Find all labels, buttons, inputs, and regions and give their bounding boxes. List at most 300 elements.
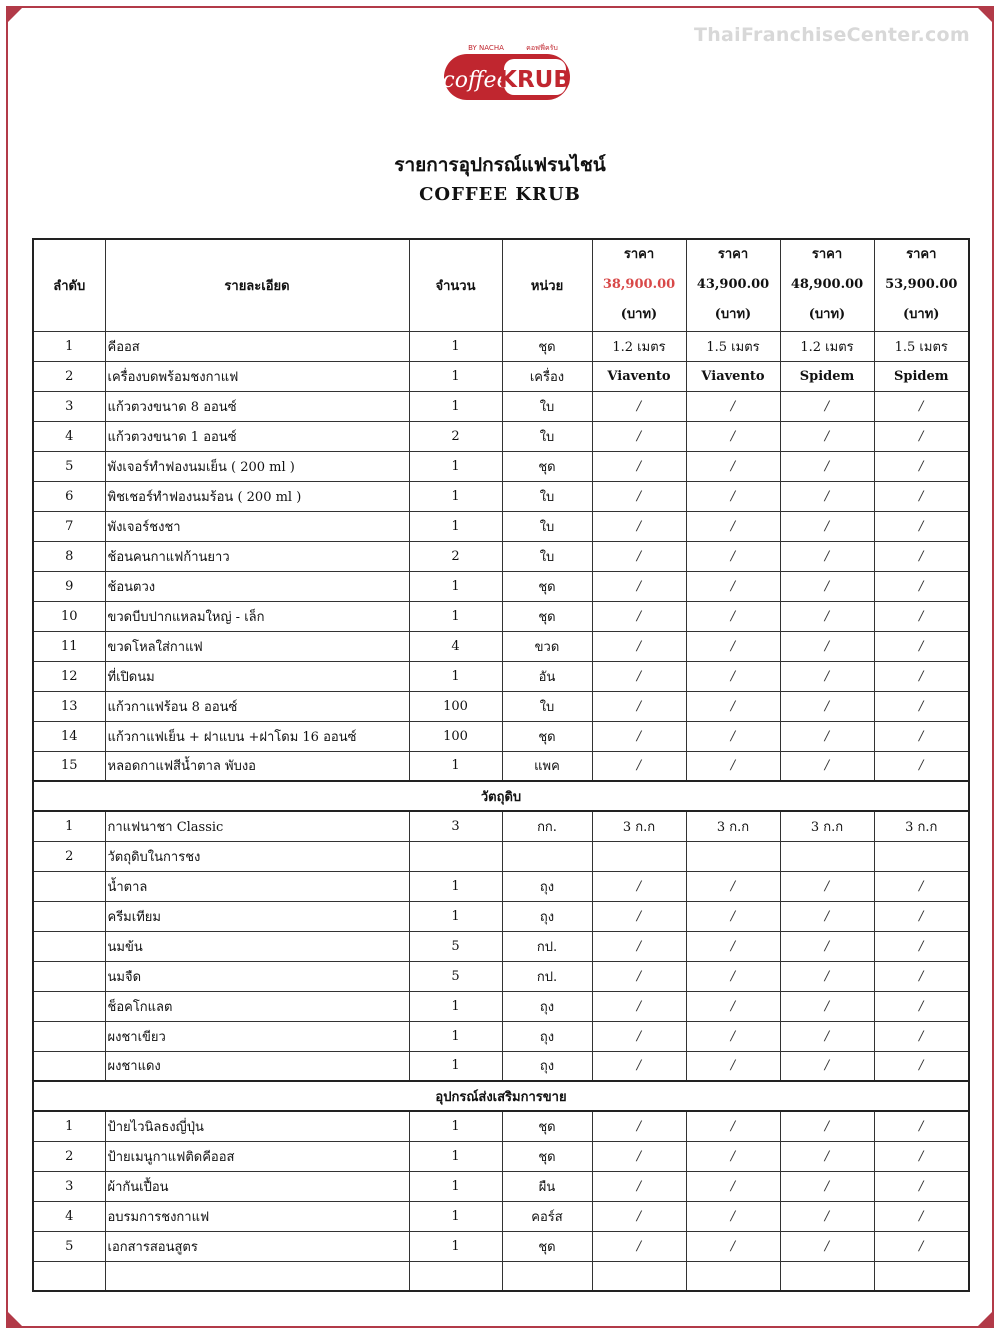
svg-text:KRUB: KRUB [499, 67, 571, 93]
corner-ornament-icon [8, 1312, 22, 1326]
row-detail: แก้วตวงขนาด 1 ออนซ์ [105, 421, 409, 451]
row-qty: 1 [409, 871, 502, 901]
row-price-3: / [780, 511, 874, 541]
row-price-2: / [686, 541, 780, 571]
price-value: 53,900.00 [885, 277, 958, 293]
row-price-3 [780, 841, 874, 871]
row-price-3: / [780, 1171, 874, 1201]
row-unit: ชุด [502, 331, 592, 361]
row-unit: ใบ [502, 421, 592, 451]
row-price-4: / [874, 1141, 969, 1171]
row-price-2: 1.5 เมตร [686, 331, 780, 361]
row-no: 13 [33, 691, 105, 721]
row-no: 1 [33, 1111, 105, 1141]
row-price-3: / [780, 1021, 874, 1051]
row-price-1: / [592, 391, 686, 421]
row-qty: 2 [409, 421, 502, 451]
row-price-4: / [874, 961, 969, 991]
section-title: วัตถุดิบ [33, 781, 969, 811]
row-unit: ใบ [502, 541, 592, 571]
row-price-3: / [780, 871, 874, 901]
section-header-row [33, 1081, 969, 1111]
row-no: 14 [33, 721, 105, 751]
row-price-1: / [592, 1141, 686, 1171]
row-price-4: / [874, 1111, 969, 1141]
row-price-1: / [592, 901, 686, 931]
row-price-3: / [780, 661, 874, 691]
row-price-1: / [592, 451, 686, 481]
header-no: ลำดับ [33, 239, 105, 331]
header-qty: จำนวน [409, 239, 502, 331]
row-no [33, 1261, 105, 1291]
row-detail: ป้ายเมนูกาแฟติดคีออส [105, 1141, 409, 1171]
row-unit: ถุง [502, 1051, 592, 1081]
table-row [33, 481, 969, 511]
row-detail: ป้ายไวนิลธงญี่ปุ่น [105, 1111, 409, 1141]
table-row [33, 1201, 969, 1231]
row-unit: ถุง [502, 901, 592, 931]
row-price-2: / [686, 451, 780, 481]
row-unit: เครื่อง [502, 361, 592, 391]
row-qty: 1 [409, 1171, 502, 1201]
row-detail: หลอดกาแฟสีน้ำตาล พับงอ [105, 751, 409, 781]
row-price-4: / [874, 871, 969, 901]
row-unit: อัน [502, 661, 592, 691]
row-price-2: / [686, 511, 780, 541]
row-price-4: / [874, 421, 969, 451]
row-detail: อบรมการชงกาแฟ [105, 1201, 409, 1231]
row-price-3: / [780, 1111, 874, 1141]
row-no [33, 991, 105, 1021]
price-value: 43,900.00 [696, 277, 770, 293]
row-price-4: / [874, 1021, 969, 1051]
row-unit: กป. [502, 931, 592, 961]
row-no [33, 931, 105, 961]
row-detail: คีออส [105, 331, 409, 361]
header-price-4: ราคา 53,900.00 (บาท) [874, 239, 969, 331]
row-price-4: / [874, 901, 969, 931]
watermark: ThaiFranchiseCenter.com [693, 24, 970, 46]
table-row [33, 841, 969, 871]
row-price-1: / [592, 751, 686, 781]
row-price-1: / [592, 631, 686, 661]
row-price-2: / [686, 421, 780, 451]
row-no: 3 [33, 1171, 105, 1201]
row-detail: แก้วกาแฟร้อน 8 ออนซ์ [105, 691, 409, 721]
row-price-2: 3 ก.ก [686, 811, 780, 841]
row-price-2: Viavento [686, 361, 780, 391]
row-qty: 1 [409, 1201, 502, 1231]
table-row [33, 721, 969, 751]
table-header-row [33, 239, 969, 331]
row-unit: ขวด [502, 631, 592, 661]
row-price-3: / [780, 751, 874, 781]
table-row [33, 1231, 969, 1261]
row-price-2: / [686, 631, 780, 661]
row-price-1: / [592, 601, 686, 631]
row-price-2: / [686, 1021, 780, 1051]
table-row [33, 451, 969, 481]
row-price-1: / [592, 661, 686, 691]
row-price-4: / [874, 601, 969, 631]
row-detail: พังเจอร์ชงชา [105, 511, 409, 541]
row-no: 10 [33, 601, 105, 631]
row-price-1: / [592, 541, 686, 571]
section-header-row [33, 781, 969, 811]
row-price-3: / [780, 571, 874, 601]
row-price-4: / [874, 391, 969, 421]
table-row [33, 421, 969, 451]
row-detail: ช้อนคนกาแฟก้านยาว [105, 541, 409, 571]
row-price-3: / [780, 721, 874, 751]
row-price-1: / [592, 481, 686, 511]
row-qty: 1 [409, 1231, 502, 1261]
row-detail: ช็อคโกแลต [105, 991, 409, 1021]
row-qty: 1 [409, 391, 502, 421]
row-price-3: / [780, 901, 874, 931]
row-unit: กก. [502, 811, 592, 841]
page-title-thai: รายการอุปกรณ์แฟรนไชน์ [394, 154, 606, 176]
row-price-4: / [874, 721, 969, 751]
row-no: 12 [33, 661, 105, 691]
corner-ornament-icon [978, 8, 992, 22]
table-row [33, 391, 969, 421]
row-qty: 1 [409, 901, 502, 931]
table-row [33, 811, 969, 841]
row-qty: 1 [409, 601, 502, 631]
row-unit: ชุด [502, 601, 592, 631]
svg-text:BY NACHA: BY NACHA [468, 44, 504, 52]
row-price-3: Spidem [780, 361, 874, 391]
row-price-2: / [686, 1231, 780, 1261]
row-price-3: 3 ก.ก [780, 811, 874, 841]
row-qty [409, 841, 502, 871]
row-no: 2 [33, 841, 105, 871]
row-no: 9 [33, 571, 105, 601]
row-unit: ชุด [502, 1231, 592, 1261]
row-price-2: / [686, 901, 780, 931]
row-price-2: / [686, 991, 780, 1021]
row-no: 5 [33, 1231, 105, 1261]
table-row [33, 1141, 969, 1171]
header-detail: รายละเอียด [105, 239, 409, 331]
row-qty: 1 [409, 1141, 502, 1171]
row-price-1: / [592, 1231, 686, 1261]
row-price-2: / [686, 601, 780, 631]
row-no [33, 961, 105, 991]
row-detail: วัตถุดิบในการชง [105, 841, 409, 871]
row-no: 7 [33, 511, 105, 541]
row-price-1: Viavento [592, 361, 686, 391]
table-row [33, 1171, 969, 1201]
row-price-2: / [686, 661, 780, 691]
row-detail: ผ้ากันเปื้อน [105, 1171, 409, 1201]
table-row [33, 1261, 969, 1291]
row-price-4: 1.5 เมตร [874, 331, 969, 361]
row-price-4: / [874, 481, 969, 511]
row-detail: แก้วตวงขนาด 8 ออนซ์ [105, 391, 409, 421]
row-price-4: / [874, 1231, 969, 1261]
row-price-2: / [686, 961, 780, 991]
row-no: 8 [33, 541, 105, 571]
row-detail: เอกสารสอนสูตร [105, 1231, 409, 1261]
row-price-3 [780, 1261, 874, 1291]
table-row [33, 361, 969, 391]
row-price-4: / [874, 1171, 969, 1201]
row-price-3: / [780, 1201, 874, 1231]
row-unit: ถุง [502, 1021, 592, 1051]
header-price-2: ราคา 43,900.00 (บาท) [686, 239, 780, 331]
table-row [33, 1051, 969, 1081]
row-unit: ชุด [502, 721, 592, 751]
row-price-4: / [874, 571, 969, 601]
row-no: 15 [33, 751, 105, 781]
row-detail: ผงชาเขียว [105, 1021, 409, 1051]
row-no: 1 [33, 331, 105, 361]
header-price-1: ราคา 38,900.00 (บาท) [592, 239, 686, 331]
row-price-1: / [592, 1051, 686, 1081]
row-price-3: / [780, 541, 874, 571]
row-price-1: / [592, 721, 686, 751]
row-price-2: / [686, 871, 780, 901]
row-price-3: / [780, 931, 874, 961]
row-qty: 1 [409, 751, 502, 781]
row-qty: 1 [409, 481, 502, 511]
row-price-3: / [780, 421, 874, 451]
row-price-1: / [592, 1021, 686, 1051]
row-price-1: / [592, 1111, 686, 1141]
row-unit: ผืน [502, 1171, 592, 1201]
row-price-1: / [592, 961, 686, 991]
table-row [33, 961, 969, 991]
row-price-2: / [686, 751, 780, 781]
row-price-2: / [686, 571, 780, 601]
row-price-3: / [780, 1231, 874, 1261]
row-detail: ช้อนตวง [105, 571, 409, 601]
row-detail: ขวดโหลใส่กาแฟ [105, 631, 409, 661]
row-unit: กป. [502, 961, 592, 991]
row-price-1: / [592, 931, 686, 961]
row-price-1: / [592, 991, 686, 1021]
row-price-2: / [686, 1111, 780, 1141]
row-price-3: / [780, 481, 874, 511]
table-row [33, 931, 969, 961]
row-price-4: 3 ก.ก [874, 811, 969, 841]
row-price-2: / [686, 1171, 780, 1201]
row-qty: 1 [409, 571, 502, 601]
row-price-2 [686, 841, 780, 871]
row-unit: ชุด [502, 571, 592, 601]
row-price-1: 3 ก.ก [592, 811, 686, 841]
row-unit: ชุด [502, 1141, 592, 1171]
row-detail: น้ำตาล [105, 871, 409, 901]
row-no: 2 [33, 361, 105, 391]
row-price-1: 1.2 เมตร [592, 331, 686, 361]
row-price-2: / [686, 1051, 780, 1081]
row-price-1: / [592, 1171, 686, 1201]
row-qty: 1 [409, 1021, 502, 1051]
row-price-4: / [874, 541, 969, 571]
row-unit [502, 1261, 592, 1291]
row-price-4 [874, 841, 969, 871]
header-unit: หน่วย [502, 239, 592, 331]
row-price-4: / [874, 991, 969, 1021]
row-qty: 4 [409, 631, 502, 661]
row-detail: เครื่องบดพร้อมชงกาแฟ [105, 361, 409, 391]
corner-ornament-icon [978, 1312, 992, 1326]
row-price-4: / [874, 1051, 969, 1081]
row-price-1: / [592, 871, 686, 901]
row-price-4: / [874, 511, 969, 541]
row-price-4: / [874, 931, 969, 961]
row-detail: ที่เปิดนม [105, 661, 409, 691]
row-price-1: / [592, 1201, 686, 1231]
table-row [33, 571, 969, 601]
row-qty: 1 [409, 661, 502, 691]
row-price-4: / [874, 661, 969, 691]
row-price-4: / [874, 691, 969, 721]
table-row [33, 601, 969, 631]
row-detail [105, 1261, 409, 1291]
row-qty: 1 [409, 1051, 502, 1081]
row-no: 5 [33, 451, 105, 481]
row-no: 4 [33, 1201, 105, 1231]
svg-text:คอฟฟี่ครับ: คอฟฟี่ครับ [526, 44, 558, 52]
row-price-3: / [780, 691, 874, 721]
row-no [33, 901, 105, 931]
row-qty: 1 [409, 361, 502, 391]
equipment-table [32, 238, 970, 1292]
row-unit: ถุง [502, 871, 592, 901]
row-qty: 3 [409, 811, 502, 841]
row-price-2: / [686, 391, 780, 421]
row-qty: 5 [409, 961, 502, 991]
row-unit: ถุง [502, 991, 592, 1021]
row-price-3: / [780, 991, 874, 1021]
table-row [33, 871, 969, 901]
row-detail: พังเจอร์ทำฟองนมเย็น ( 200 ml ) [105, 451, 409, 481]
row-price-2: / [686, 691, 780, 721]
row-price-2: / [686, 721, 780, 751]
table-row [33, 511, 969, 541]
row-qty: 1 [409, 331, 502, 361]
row-price-3: / [780, 601, 874, 631]
table-row [33, 1111, 969, 1141]
row-qty: 1 [409, 991, 502, 1021]
row-unit: ใบ [502, 691, 592, 721]
row-unit: ใบ [502, 511, 592, 541]
row-price-2: / [686, 1201, 780, 1231]
table-row [33, 991, 969, 1021]
table-row [33, 751, 969, 781]
row-price-3: / [780, 631, 874, 661]
price-value: 38,900.00 [602, 277, 676, 293]
row-qty: 1 [409, 1111, 502, 1141]
row-price-1 [592, 841, 686, 871]
row-no: 3 [33, 391, 105, 421]
row-no: 11 [33, 631, 105, 661]
row-detail: ผงชาแดง [105, 1051, 409, 1081]
row-price-3: 1.2 เมตร [780, 331, 874, 361]
row-detail: พิชเชอร์ทำฟองนมร้อน ( 200 ml ) [105, 481, 409, 511]
row-no: 6 [33, 481, 105, 511]
row-price-2: / [686, 931, 780, 961]
row-price-1: / [592, 691, 686, 721]
table-row [33, 541, 969, 571]
row-price-4: Spidem [874, 361, 969, 391]
row-price-1: / [592, 511, 686, 541]
row-detail: นมข้น [105, 931, 409, 961]
row-price-3: / [780, 391, 874, 421]
section-title: อุปกรณ์ส่งเสริมการขาย [33, 1081, 969, 1111]
row-price-4: / [874, 751, 969, 781]
row-unit: แพค [502, 751, 592, 781]
row-qty: 5 [409, 931, 502, 961]
row-unit: คอร์ส [502, 1201, 592, 1231]
row-detail: กาแฟนาชา Classic [105, 811, 409, 841]
price-value: 48,900.00 [790, 277, 864, 293]
row-detail: ขวดบีบปากแหลมใหญ่ - เล็ก [105, 601, 409, 631]
row-price-4: / [874, 631, 969, 661]
row-no [33, 1021, 105, 1051]
row-unit: ใบ [502, 481, 592, 511]
row-price-3: / [780, 1051, 874, 1081]
page-title-english: COFFEE KRUB [419, 184, 581, 205]
row-price-3: / [780, 961, 874, 991]
row-price-1: / [592, 571, 686, 601]
svg-text:coffee: coffee [442, 68, 510, 93]
row-qty: 1 [409, 511, 502, 541]
table-row [33, 661, 969, 691]
row-detail: แก้วกาแฟเย็น + ฝาแบน +ฝาโดม 16 ออนซ์ [105, 721, 409, 751]
header-price-3: ราคา 48,900.00 (บาท) [780, 239, 874, 331]
row-unit [502, 841, 592, 871]
row-no: 2 [33, 1141, 105, 1171]
row-price-1 [592, 1261, 686, 1291]
row-no: 1 [33, 811, 105, 841]
row-no [33, 1051, 105, 1081]
corner-ornament-icon [8, 8, 22, 22]
row-detail: ครีมเทียม [105, 901, 409, 931]
row-price-2: / [686, 481, 780, 511]
row-price-4 [874, 1261, 969, 1291]
row-price-2: / [686, 1141, 780, 1171]
table-row [33, 1021, 969, 1051]
row-qty: 2 [409, 541, 502, 571]
row-unit: ใบ [502, 391, 592, 421]
table-row [33, 691, 969, 721]
coffee-krub-logo [442, 40, 572, 104]
row-unit: ชุด [502, 451, 592, 481]
row-qty: 100 [409, 691, 502, 721]
row-unit: ชุด [502, 1111, 592, 1141]
table-row [33, 331, 969, 361]
row-price-2 [686, 1261, 780, 1291]
row-detail: นมจืด [105, 961, 409, 991]
row-qty: 100 [409, 721, 502, 751]
row-no: 4 [33, 421, 105, 451]
row-price-4: / [874, 1201, 969, 1231]
row-price-4: / [874, 451, 969, 481]
row-qty: 1 [409, 451, 502, 481]
row-price-3: / [780, 1141, 874, 1171]
row-qty [409, 1261, 502, 1291]
row-price-1: / [592, 421, 686, 451]
table-row [33, 631, 969, 661]
row-price-3: / [780, 451, 874, 481]
table-row [33, 901, 969, 931]
row-no [33, 871, 105, 901]
